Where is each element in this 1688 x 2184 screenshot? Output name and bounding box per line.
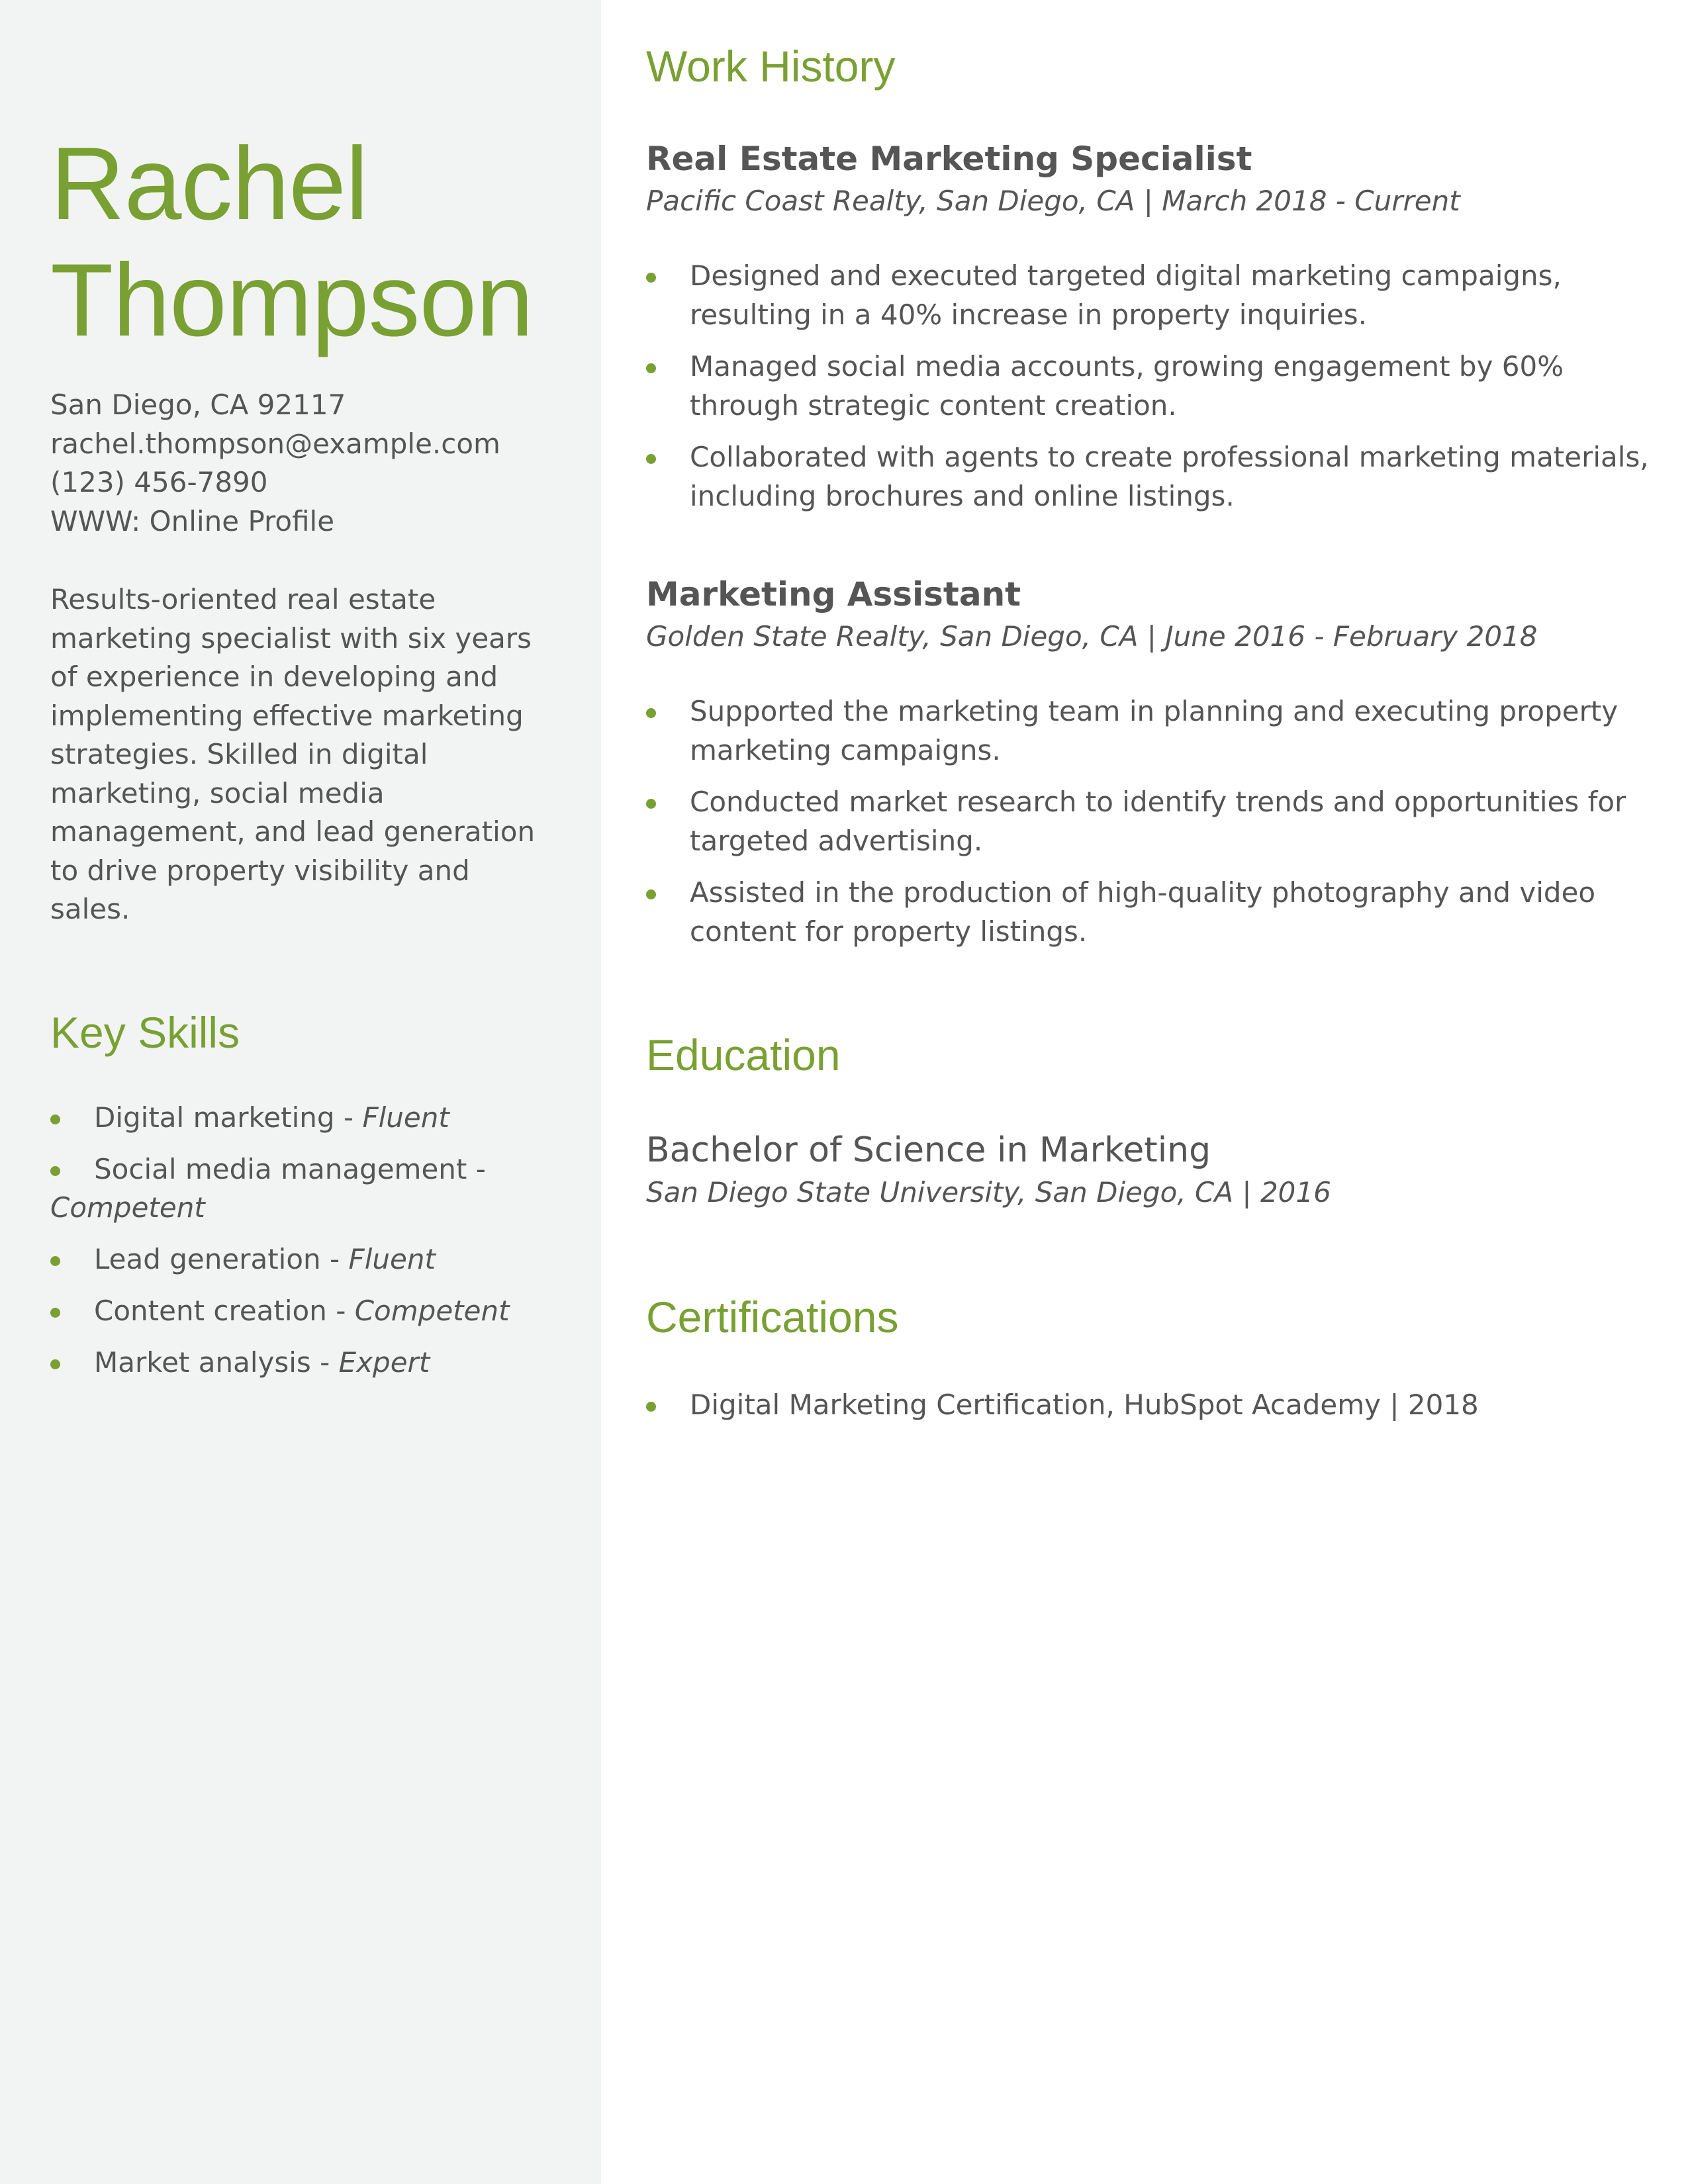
certification-item: Digital Marketing Certification, HubSpot Academy | 2018 <box>646 1386 1656 1425</box>
skill-name: Digital marketing <box>94 1101 335 1134</box>
job-bullet: Conducted market research to identify trends and opportunities for targeted advertising. <box>646 783 1656 860</box>
website-link[interactable]: WWW: Online Profile <box>50 504 335 537</box>
job-bullet: Supported the marketing team in planning and executing property marketing campaigns. <box>646 692 1656 770</box>
skill-item <box>50 1292 567 1330</box>
first-name: Rachel <box>50 126 368 242</box>
job-entry <box>646 138 1652 529</box>
skill-separator: - <box>475 1153 486 1185</box>
degree: Bachelor of Science in Marketing <box>646 1130 1211 1170</box>
job-bullets <box>646 257 1652 516</box>
job-bullet: Designed and executed targeted digital marketing campaigns, resulting in a 40% increase in property inquiries. <box>646 257 1656 334</box>
certifications-entry <box>646 1386 1652 1438</box>
last-name: Thompson <box>50 243 534 358</box>
contact-info <box>50 386 580 541</box>
skill-level: Competent <box>354 1295 510 1327</box>
skill-name: Market analysis <box>94 1346 311 1379</box>
job-entry <box>646 573 1652 964</box>
key-skills-heading: Key Skills <box>50 1008 240 1057</box>
job-title: Marketing Assistant <box>646 575 1021 614</box>
skill-item <box>50 1150 567 1227</box>
skills-list <box>50 1099 567 1395</box>
education-entry <box>646 1129 1652 1214</box>
job-bullet: Assisted in the production of high-quality photography and video content for property listings. <box>646 874 1656 951</box>
education-heading: Education <box>646 1030 841 1079</box>
job-meta: Pacific Coast Realty, San Diego, CA | March 2018 - Current <box>646 185 1460 217</box>
job-bullet: Collaborated with agents to create professional marketing materials, including brochures and online listings. <box>646 438 1656 516</box>
skill-level: Competent <box>50 1191 205 1224</box>
job-meta: Golden State Realty, San Diego, CA | June 2016 - February 2018 <box>646 620 1538 653</box>
skill-name: Content creation <box>94 1295 327 1327</box>
skill-item <box>50 1099 567 1137</box>
certifications-heading: Certifications <box>646 1293 899 1342</box>
job-bullet: Managed social media accounts, growing engagement by 60% through strategic content creation. <box>646 347 1656 425</box>
skill-item <box>50 1240 567 1279</box>
skill-separator: - <box>343 1101 354 1134</box>
skill-level: Fluent <box>362 1101 449 1134</box>
work-history-heading: Work History <box>646 42 896 91</box>
skill-item <box>50 1343 567 1382</box>
skill-separator: - <box>320 1346 330 1379</box>
email: rachel.thompson@example.com <box>50 427 500 460</box>
skill-separator: - <box>330 1243 340 1275</box>
school: San Diego State University, San Diego, CA | 2016 <box>646 1176 1331 1208</box>
professional-summary: Results-oriented real estate marketing specialist with six years of experience in developing and implementing effective marketing strategies. Skilled in digital marketing, social media management, and lead generation to drive property visibility and sales. <box>50 583 536 925</box>
skill-separator: - <box>336 1295 346 1327</box>
skill-name: Lead generation <box>94 1243 321 1275</box>
job-title: Real Estate Marketing Specialist <box>646 140 1252 178</box>
job-bullets <box>646 692 1652 951</box>
certifications-list <box>646 1386 1652 1425</box>
address: San Diego, CA 92117 <box>50 388 346 421</box>
phone: (123) 456-7890 <box>50 466 268 498</box>
candidate-name <box>50 126 533 359</box>
skill-level: Fluent <box>348 1243 436 1275</box>
skill-level: Expert <box>338 1346 430 1379</box>
skill-name: Social media management <box>94 1153 467 1185</box>
